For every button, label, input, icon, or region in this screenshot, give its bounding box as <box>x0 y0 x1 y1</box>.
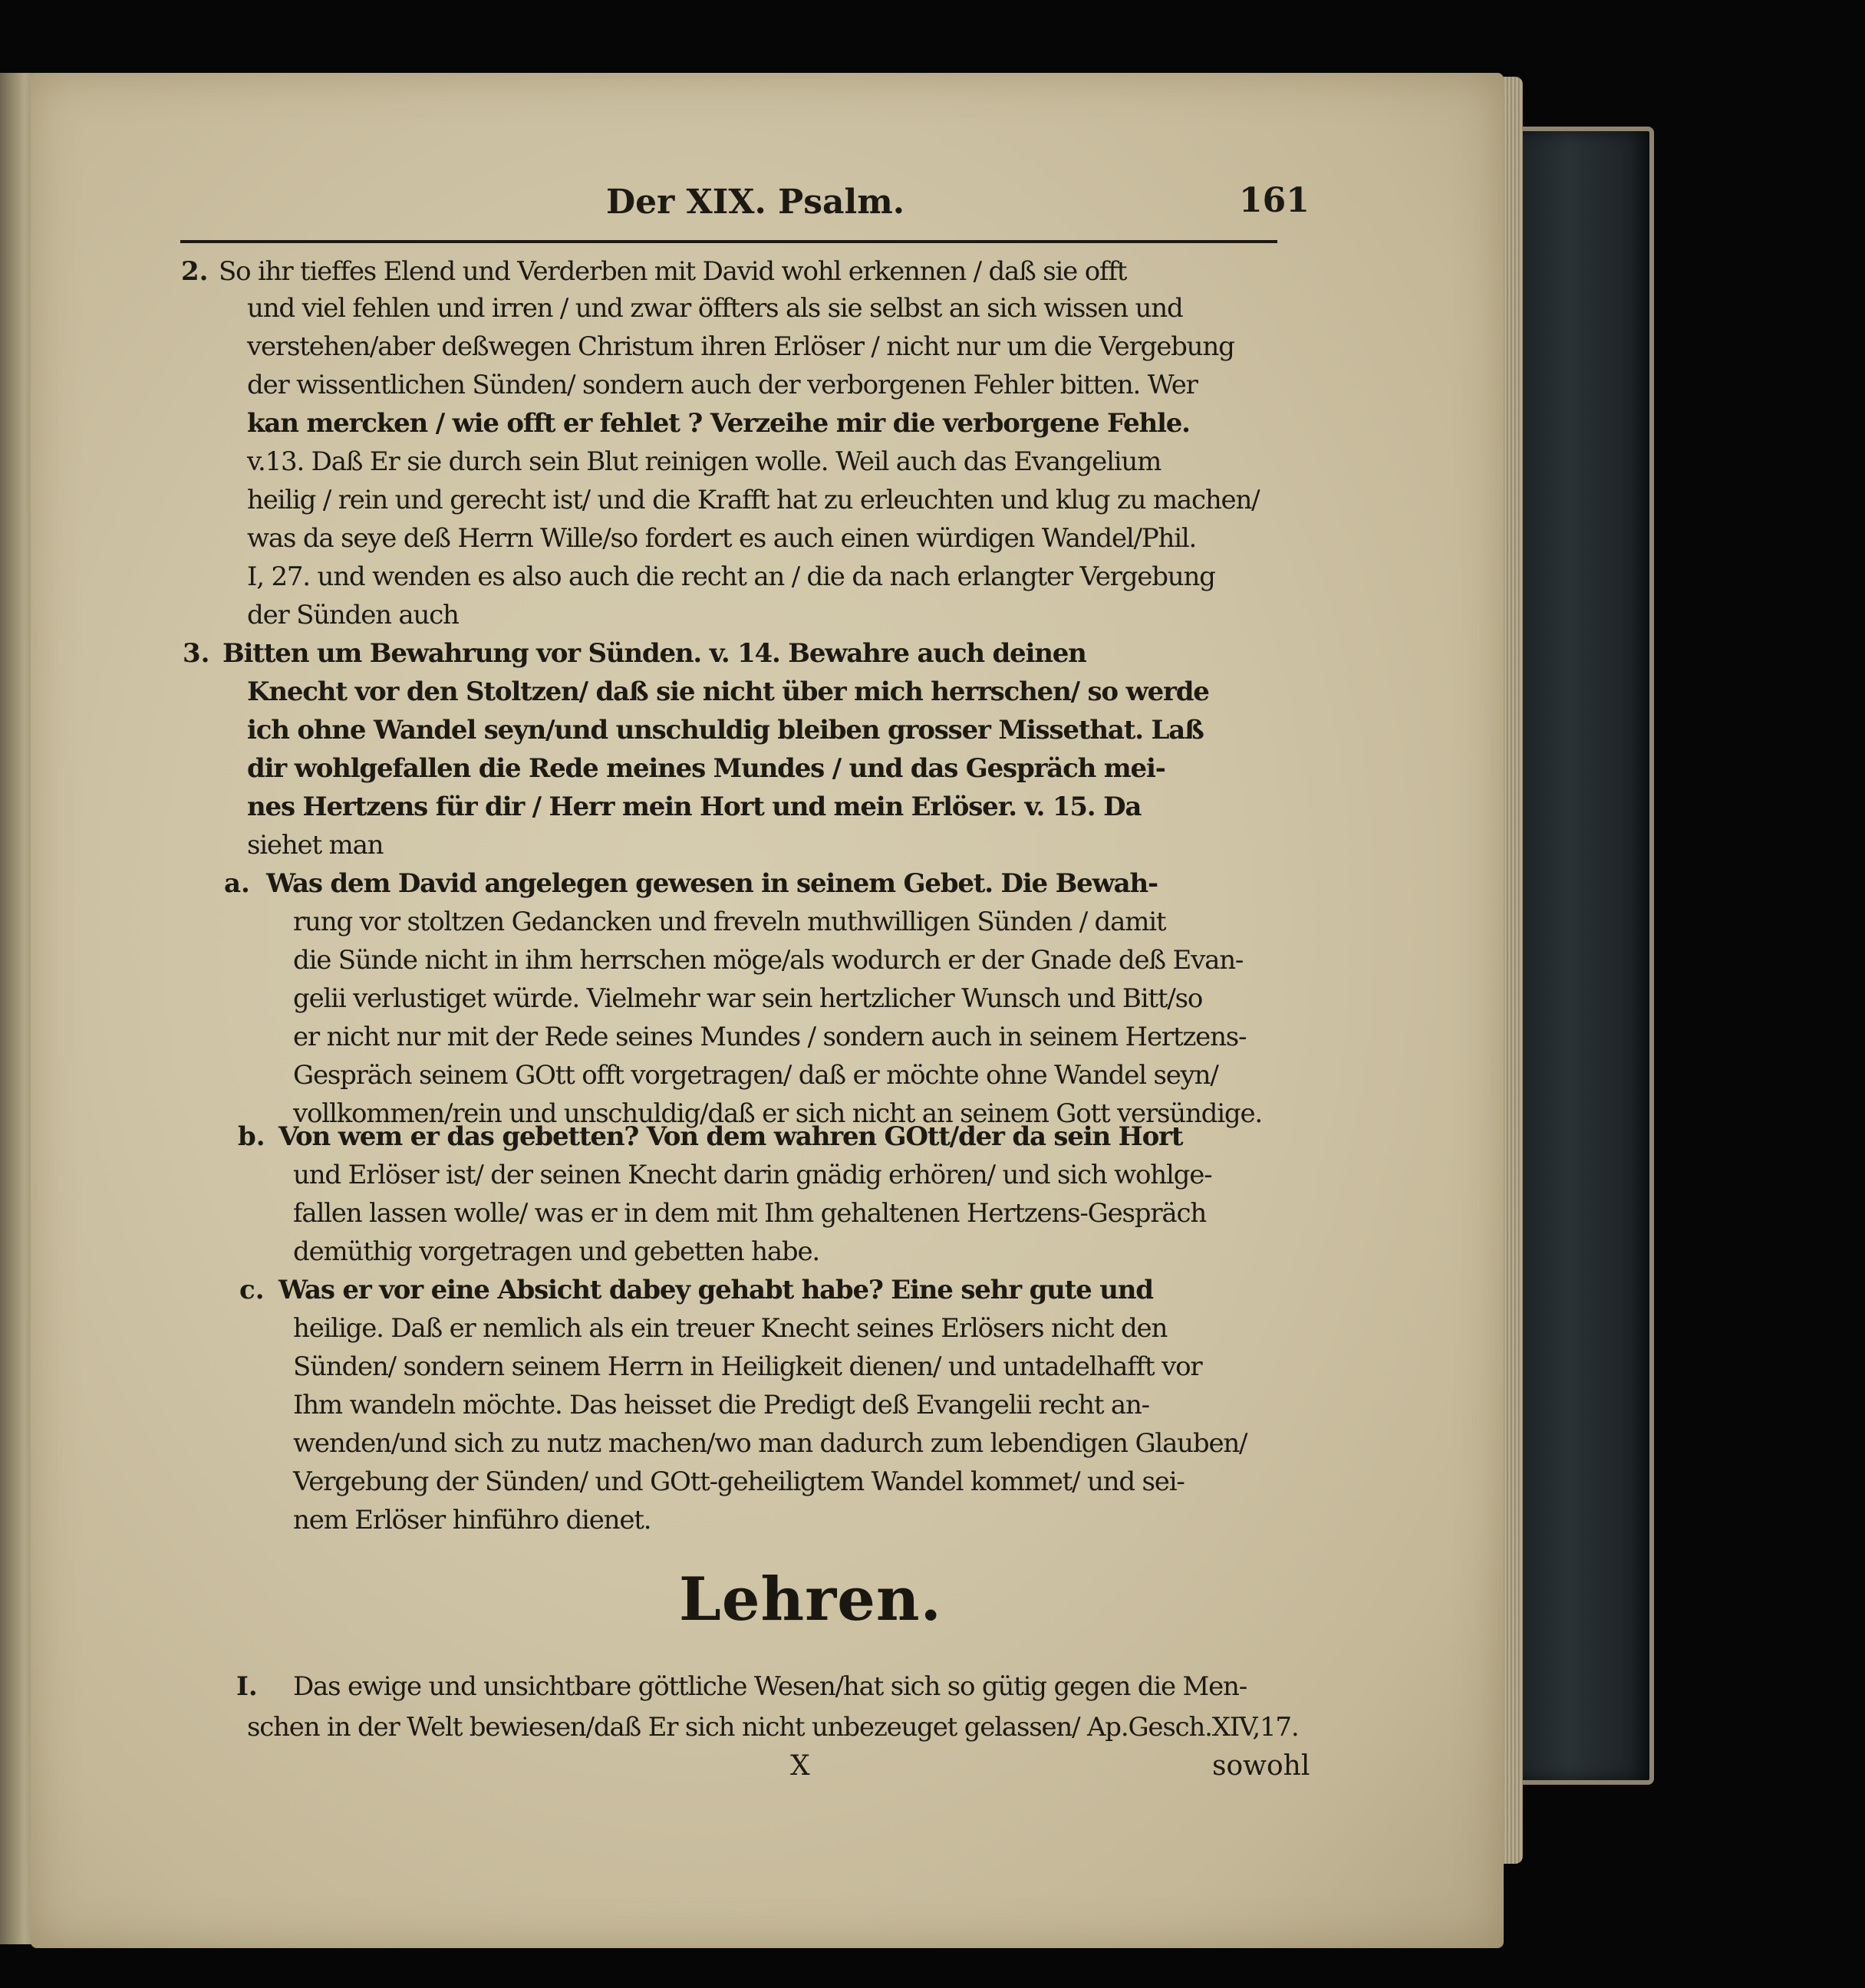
book-cover <box>1515 127 1654 1785</box>
text-line: der Sünden auch <box>247 600 459 630</box>
text-line: und viel fehlen und irren / und zwar öffters als sie selbst an sich wissen und <box>247 293 1183 324</box>
text-line: kan mercken / wie offt er fehlet ? Verzeihe mir die verborgene Fehle. <box>247 408 1190 439</box>
item-marker: a. <box>224 868 250 899</box>
text-line: Das ewige und unsichtbare göttliche Wesen/hat sich so gütig gegen die Men- <box>293 1671 1247 1702</box>
lehren-marker: I. <box>236 1671 258 1702</box>
text-line: Was dem David angelegen gewesen in seinem Gebet. Die Bewah- <box>266 868 1158 899</box>
item-marker: b. <box>238 1121 265 1152</box>
text-line: schen in der Welt bewiesen/daß Er sich nicht unbezeuget gelassen/ Ap.Gesch.XIV,17. <box>247 1712 1299 1743</box>
text-line: Gespräch seinem GOtt offt vorgetragen/ daß er möchte ohne Wandel seyn/ <box>293 1060 1218 1091</box>
text-line: nes Hertzens für dir / Herr mein Hort und mein Erlöser. v. 15. Da <box>247 792 1142 822</box>
section-heading: Lehren. <box>679 1565 942 1634</box>
text-line: Bitten um Bewahrung vor Sünden. v. 14. Bewahre auch deinen <box>222 638 1086 669</box>
text-line: Ihm wandeln möchte. Das heisset die Predigt deß Evangelii recht an- <box>293 1390 1149 1420</box>
text-line: er nicht nur mit der Rede seines Mundes / sondern auch in seinem Hertzens- <box>293 1022 1247 1052</box>
text-line: Vergebung der Sünden/ und GOtt-geheiligtem Wandel kommet/ und sei- <box>293 1466 1185 1497</box>
text-line: Knecht vor den Stoltzen/ daß sie nicht über mich herrschen/ so werde <box>247 676 1209 707</box>
text-line: rung vor stoltzen Gedancken und freveln muthwilligen Sünden / damit <box>293 907 1166 937</box>
text-line: heilige. Daß er nemlich als ein treuer Knecht seines Erlösers nicht den <box>293 1313 1168 1344</box>
text-line: Von wem er das gebetten? Von dem wahren GOtt/der da sein Hort <box>278 1121 1183 1152</box>
text-line: Sünden/ sondern seinem Herrn in Heiligkeit dienen/ und untadelhafft vor <box>293 1351 1202 1382</box>
text-line: dir wohlgefallen die Rede meines Mundes / und das Gespräch mei- <box>247 753 1165 784</box>
item-marker: c. <box>239 1275 265 1305</box>
catchword: sowohl <box>1212 1750 1310 1782</box>
text-line: der wissentlichen Sünden/ sondern auch der verborgenen Fehler bitten. Wer <box>247 370 1198 400</box>
text-line: ich ohne Wandel seyn/und unschuldig bleiben grosser Missethat. Laß <box>247 715 1204 746</box>
text-line: und Erlöser ist/ der seinen Knecht darin gnädig erhören/ und sich wohlge- <box>293 1160 1212 1190</box>
text-line: wenden/und sich zu nutz machen/wo man dadurch zum lebendigen Glauben/ <box>293 1428 1247 1459</box>
text-line: heilig / rein und gerecht ist/ und die Krafft hat zu erleuchten und klug zu machen/ <box>247 485 1260 515</box>
text-line: die Sünde nicht in ihm herrschen möge/als wodurch er der Gnade deß Evan- <box>293 945 1244 976</box>
text-line: was da seye deß Herrn Wille/so fordert es auch einen würdigen Wandel/Phil. <box>247 523 1197 554</box>
text-line: Was er vor eine Absicht dabey gehabt habe? Eine sehr gute und <box>278 1275 1153 1305</box>
section-marker: 3. <box>183 638 210 669</box>
text-line: verstehen/aber deßwegen Christum ihren Erlöser / nicht nur um die Vergebung <box>247 331 1234 362</box>
text-line: fallen lassen wolle/ was er in dem mit Ihm gehaltenen Hertzens-Gespräch <box>293 1198 1207 1229</box>
section-marker: 2. <box>181 256 209 287</box>
text-line: I, 27. und wenden es also auch die recht an / die da nach erlangter Vergebung <box>247 561 1215 592</box>
running-head: Der XIX. Psalm. <box>606 183 905 222</box>
text-line: nem Erlöser hinführo dienet. <box>293 1505 651 1535</box>
text-line: v.13. Daß Er sie durch sein Blut reinigen wolle. Weil auch das Evangelium <box>247 446 1162 477</box>
text-line: vollkommen/rein und unschuldig/daß er sich nicht an seinem Gott versündige. <box>293 1098 1262 1129</box>
text-line: siehet man <box>247 830 384 861</box>
signature-mark: X <box>790 1750 810 1782</box>
text-line: demüthig vorgetragen und gebetten habe. <box>293 1236 819 1267</box>
header-rule <box>180 240 1277 243</box>
text-line: gelii verlustiget würde. Vielmehr war sein hertzlicher Wunsch und Bitt/so <box>293 983 1203 1014</box>
text-line: So ihr tieffes Elend und Verderben mit David wohl erkennen / daß sie offt <box>219 256 1127 287</box>
page-number: 161 <box>1239 181 1310 220</box>
